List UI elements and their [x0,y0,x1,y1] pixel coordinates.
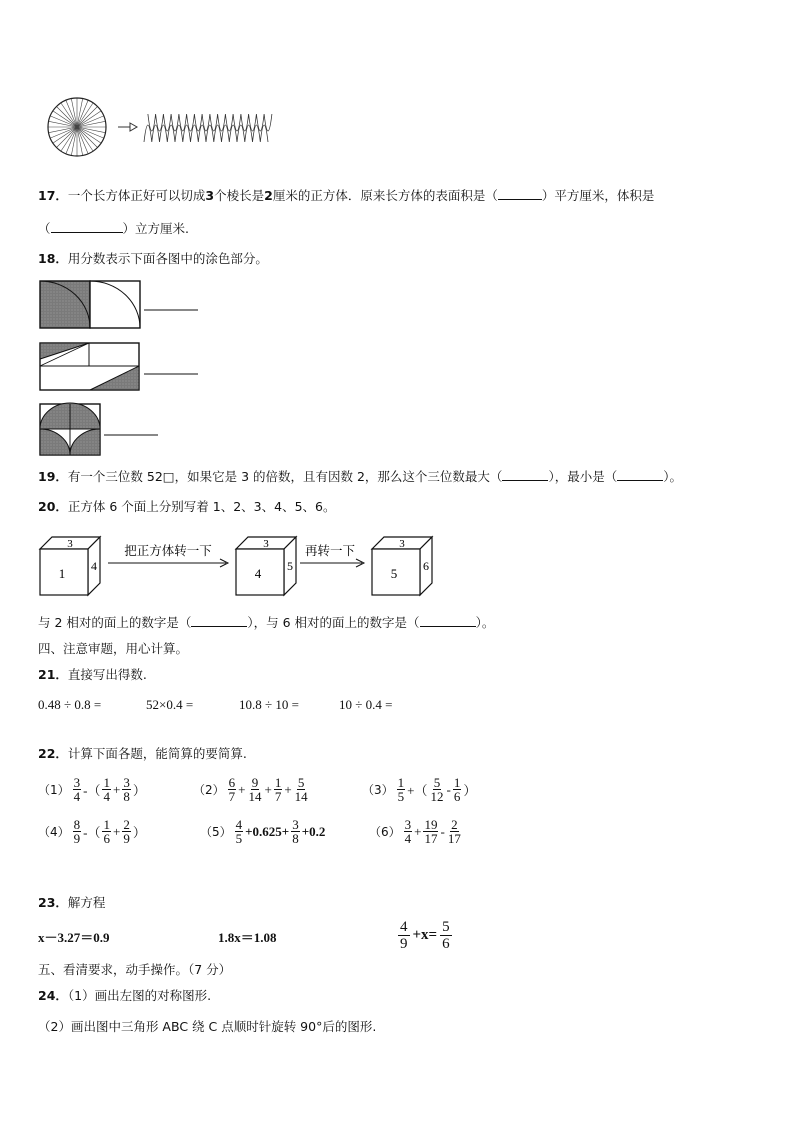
answer-blank-volume[interactable] [51,220,123,233]
q18-prompt: 18．用分数表示下面各图中的涂色部分。 [38,251,268,266]
cube-2-side: 5 [287,559,293,573]
q22-problem-3: （3） $\frac{1}{5}$ +（ $\frac{5}{12}$ - $\frac{1}{6}$ ） [362,775,477,804]
answer-blank-opposite-2[interactable] [191,614,247,627]
q20-answer-line: 与 2 相对的面上的数字是（ ），与 6 相对的面上的数字是（ ）。 [38,615,495,630]
q23-prompt: 23．解方程 [38,895,106,910]
cube-1-front: 1 [58,566,66,581]
answer-blank-opposite-6[interactable] [420,614,476,627]
cube-3-front: 5 [390,566,398,581]
fraction: $\frac{1}{7}$ [274,775,282,804]
cube-2 [236,537,296,595]
fraction: $\frac{6}{7}$ [228,775,236,804]
fraction: $\frac{19}{17}$ [424,817,438,846]
q22-prompt: 22．计算下面各题，能简算的要简算. [38,746,247,761]
answer-blank-surface-area[interactable] [498,187,542,200]
fraction: $\frac{3}{8}$ [292,817,299,846]
q23-equation-2: 1.8x＝1.08 [218,930,277,945]
cube-2-top: 3 [263,538,269,550]
shaded-figure-rectangle-triangles [38,341,208,393]
shaded-figure-circle-petals [38,402,168,458]
fraction: $\frac{1}{6}$ [453,775,461,804]
q20-prompt: 20．正方体 6 个面上分别写着 1、2、3、4、5、6。 [38,499,336,514]
q17-line2: （ ）立方厘米. [38,221,189,236]
fraction: $\frac{3}{4}$ [404,817,412,846]
cube-1-side: 4 [91,559,97,573]
q24-line2: （2）画出图中三角形 ABC 绕 C 点顺时针旋转 90°后的图形. [38,1019,377,1034]
fraction: $\frac{5}{12}$ [430,775,444,804]
q21-item-4: 10 ÷ 0.4 = [339,697,393,712]
fraction: $\frac{2}{17}$ [447,817,461,846]
shaded-figure-quarter-circles [38,279,208,331]
q23-equation-3: $\frac{4}{9}$ +x= $\frac{5}{6}$ [400,919,450,952]
circle-to-rectangle-figure [44,92,274,162]
q23-equation-1: x－3.27＝0.9 [38,930,110,945]
fraction: $\frac{4}{9}$ [400,919,408,952]
cube-2-front: 4 [254,566,262,581]
fraction: $\frac{5}{14}$ [294,775,308,804]
arrow-2-label: 再转一下 [304,543,356,558]
cube-3 [372,537,432,595]
fraction: $\frac{1}{4}$ [103,775,110,804]
q22-problem-5: （5） $\frac{4}{5}$ +0.625+ $\frac{3}{8}$ +0.2 [200,817,326,846]
q22-problem-4: （4） $\frac{8}{9}$ -（ $\frac{1}{6}$ + $\frac{2}{9}$ ） [38,817,146,846]
answer-blank-max[interactable] [502,468,548,481]
answer-blank-min[interactable] [617,468,663,481]
q21-item-1: 0.48 ÷ 0.8 = [38,697,102,712]
fraction: $\frac{3}{4}$ [73,775,81,804]
section-4-heading: 四、注意审题，用心计算。 [38,641,189,656]
q21-item-2: 52×0.4 = [146,697,194,712]
q17-line1: 17．一个长方体正好可以切成3个棱长是2厘米的正方体．原来长方体的表面积是（ ）平方厘米，体积是 [38,188,655,203]
cube-1 [40,537,100,595]
cube-3-side: 6 [423,559,429,573]
fraction: $\frac{2}{9}$ [123,817,130,846]
cube-rotation-figure [38,533,438,597]
fraction: $\frac{1}{6}$ [103,817,110,846]
q21-item-3: 10.8 ÷ 10 = [239,697,299,712]
fraction: $\frac{4}{5}$ [235,817,243,846]
q21-prompt: 21．直接写出得数. [38,667,147,682]
fraction: $\frac{1}{5}$ [397,775,405,804]
fraction: $\frac{9}{14}$ [248,775,262,804]
fraction: $\frac{8}{9}$ [73,817,81,846]
cube-3-top: 3 [399,538,405,550]
arrow-1-label: 把正方体转一下 [124,543,212,558]
section-5-heading: 五、看清要求，动手操作。（7 分） [38,962,232,977]
q24-line1: 24．（1）画出左图的对称图形. [38,988,212,1003]
q22-problem-6: （6） $\frac{3}{4}$ + $\frac{19}{17}$ - $\frac{2}{17}$ [369,817,461,846]
q22-problem-1: （1） $\frac{3}{4}$ -（ $\frac{1}{4}$ + $\frac{3}{8}$ ） [38,775,146,804]
fraction: $\frac{5}{6}$ [442,919,450,952]
fraction: $\frac{3}{8}$ [123,775,130,804]
cube-1-top: 3 [67,538,73,550]
q19-line: 19．有一个三位数 52□，如果它是 3 的倍数，且有因数 2，那么这个三位数最大（ ），最小是（ ）。 [38,469,682,484]
q22-problem-2: （2） $\frac{6}{7}$ + $\frac{9}{14}$ + $\frac{1}{7}$ + $\frac{5}{14}$ [193,775,308,804]
